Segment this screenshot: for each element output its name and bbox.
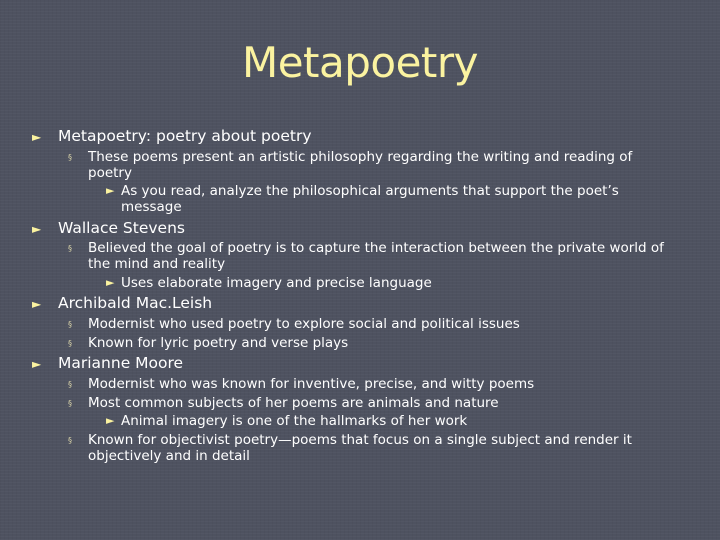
level2-bullet-icon: § [68, 399, 72, 408]
level1-bullet-icon: ► [32, 222, 42, 236]
bullet-metapoetry: Metapoetry: poetry about poetry [58, 127, 312, 145]
sub-bullet-objectivist-line1: Known for objectivist poetry—poems that focus on a single subject and render it [88, 432, 632, 448]
bullet-archibald-macleish: Archibald Mac.Leish [58, 294, 213, 312]
subsub-bullet-analyze-line2: message [121, 199, 182, 215]
subsub-bullet-imagery: Uses elaborate imagery and precise language [121, 275, 432, 291]
level3-bullet-icon: ► [106, 414, 115, 427]
level3-bullet-icon: ► [106, 184, 115, 197]
level2-bullet-icon: § [68, 153, 72, 162]
slide-title: Metapoetry [241, 38, 479, 87]
level1-bullet-icon: ► [32, 130, 42, 144]
sub-bullet-philosophy-line1: These poems present an artistic philosophy regarding the writing and reading of [88, 149, 633, 165]
sub-bullet-goal-line1: Believed the goal of poetry is to capture the interaction between the private world of [88, 240, 664, 256]
level2-bullet-icon: § [68, 339, 72, 348]
bullet-marianne-moore: Marianne Moore [58, 354, 184, 372]
level2-bullet-icon: § [68, 320, 72, 329]
level1-bullet-icon: ► [32, 357, 42, 371]
level1-bullet-icon: ► [32, 297, 42, 311]
subsub-bullet-analyze-line1: As you read, analyze the philosophical arguments that support the poet’s [121, 183, 619, 199]
sub-bullet-common-subjects: Most common subjects of her poems are animals and nature [88, 395, 499, 411]
level2-bullet-icon: § [68, 436, 72, 445]
level2-bullet-icon: § [68, 244, 72, 253]
subsub-bullet-animal-imagery: Animal imagery is one of the hallmarks of her work [121, 413, 468, 429]
sub-bullet-modernist-social: Modernist who used poetry to explore social and political issues [88, 316, 520, 332]
level2-bullet-icon: § [68, 380, 72, 389]
bullet-wallace-stevens: Wallace Stevens [58, 219, 185, 237]
sub-bullet-objectivist-line2: objectively and in detail [88, 448, 250, 464]
level3-bullet-icon: ► [106, 276, 115, 289]
sub-bullet-goal-line2: the mind and reality [88, 256, 226, 272]
sub-bullet-lyric-poetry: Known for lyric poetry and verse plays [88, 335, 349, 351]
sub-bullet-philosophy-line2: poetry [88, 165, 132, 181]
sub-bullet-modernist-witty: Modernist who was known for inventive, precise, and witty poems [88, 376, 535, 392]
